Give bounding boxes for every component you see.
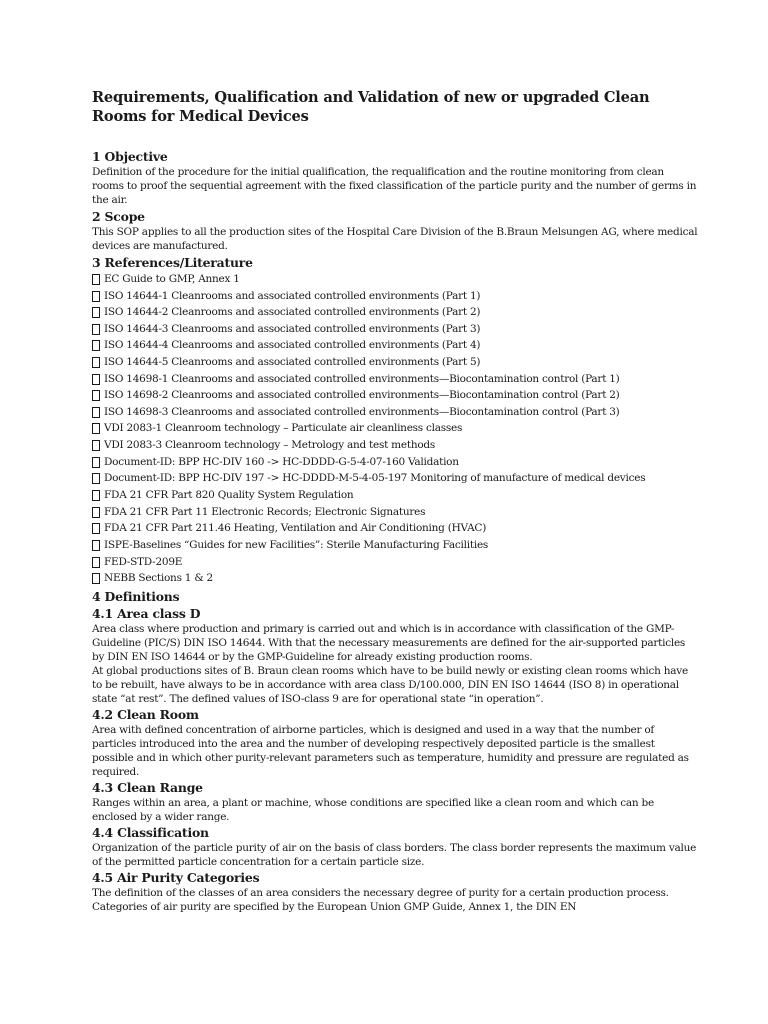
section-scope: [92, 208, 698, 253]
checkbox-glyph-icon: [92, 307, 100, 318]
paragraph: Area class where production and primary is carried out and which is in accordance with classification of the GMP-Guideline (PIC/S) DIN ISO 14644. With that the necessary measurements are defined for the air-supported particles by DIN EN ISO 14644 or by the GMP-Guideline for already existing production rooms.: [92, 622, 686, 663]
reference-item: ISO 14644-2 Cleanrooms and associated controlled environments (Part 2): [92, 304, 698, 321]
section-heading: 2 Scope: [92, 209, 145, 224]
checkbox-glyph-icon: [92, 357, 100, 368]
reference-item: FDA 21 CFR Part 820 Quality System Regulation: [92, 487, 698, 504]
section-heading: 1 Objective: [92, 149, 168, 164]
paragraph: At global productions sites of B. Braun clean rooms which have to be build newly or existing clean rooms which have to be rebuilt, have always to be in accordance with area class D/100.000, DIN EN ISO 14644 (ISO 8) in operational state “at rest”. The defined values of ISO-class 9 are for operational state “in operation”.: [92, 664, 688, 705]
reference-item: FDA 21 CFR Part 211.46 Heating, Ventilation and Air Conditioning (HVAC): [92, 520, 698, 537]
checkbox-glyph-icon: [92, 523, 100, 534]
paragraph: Definition of the procedure for the initial qualification, the requalification and the routine monitoring from clean rooms to proof the sequential agreement with the fixed classification of the particle purity and the number of germs in the air.: [92, 166, 697, 206]
reference-item: FDA 21 CFR Part 11 Electronic Records; Electronic Signatures: [92, 504, 698, 521]
reference-item: ISO 14644-1 Cleanrooms and associated controlled environments (Part 1): [92, 288, 698, 305]
checkbox-glyph-icon: [92, 440, 100, 451]
reference-item: ISO 14644-4 Cleanrooms and associated controlled environments (Part 4): [92, 337, 698, 354]
checkbox-glyph-icon: [92, 390, 100, 401]
section-definitions: [92, 588, 698, 914]
paragraph: This SOP applies to all the production sites of the Hospital Care Division of the B.Braun Melsungen AG, where medical devices are manufactured.: [92, 226, 698, 252]
section-heading: 4 Definitions: [92, 588, 180, 604]
reference-item: ISO 14644-3 Cleanrooms and associated controlled environments (Part 3): [92, 321, 698, 338]
checkbox-glyph-icon: [92, 490, 100, 501]
reference-item: ISO 14698-2 Cleanrooms and associated controlled environments—Biocontamination control (Part 2): [92, 387, 698, 404]
reference-item: VDI 2083-3 Cleanroom technology – Metrology and test methods: [92, 437, 698, 454]
checkbox-glyph-icon: [92, 374, 100, 385]
reference-list: [92, 271, 698, 587]
section-heading: 3 References/Literature: [92, 255, 253, 270]
reference-item: ISO 14644-5 Cleanrooms and associated controlled environments (Part 5): [92, 354, 698, 371]
checkbox-glyph-icon: [92, 340, 100, 351]
checkbox-glyph-icon: [92, 507, 100, 518]
reference-item: ISO 14698-1 Cleanrooms and associated controlled environments—Biocontamination control (Part 1): [92, 371, 698, 388]
section-objective: [92, 148, 698, 207]
reference-item: FED-STD-209E: [92, 554, 698, 571]
reference-item: Document-ID: BPP HC-DIV 160 -> HC-DDDD-G-5-4-07-160 Validation: [92, 454, 698, 471]
checkbox-glyph-icon: [92, 457, 100, 468]
subsection-heading: 4.5 Air Purity Categories: [92, 869, 260, 885]
checkbox-glyph-icon: [92, 540, 100, 551]
checkbox-glyph-icon: [92, 324, 100, 335]
reference-item: VDI 2083-1 Cleanroom technology – Particulate air cleanliness classes: [92, 420, 698, 437]
reference-item: Document-ID: BPP HC-DIV 197 -> HC-DDDD-M-5-4-05-197 Monitoring of manufacture of medical devices: [92, 470, 698, 487]
checkbox-glyph-icon: [92, 423, 100, 434]
reference-item: ISO 14698-3 Cleanrooms and associated controlled environments—Biocontamination control (Part 3): [92, 404, 698, 421]
paragraph: Organization of the particle purity of air on the basis of class borders. The class border represents the maximum value of the permitted particle concentration for a certain particle size.: [92, 841, 697, 868]
paragraph: Area with defined concentration of airborne particles, which is designed and used in a way that the number of particles introduced into the area and the number of developing respectively deposited particle is the smallest possible and in which other purity-relevant parameters such as temperature, humidity and pressure are regulated as required.: [92, 723, 689, 778]
reference-item: NEBB Sections 1 & 2: [92, 570, 698, 587]
reference-item: EC Guide to GMP, Annex 1: [92, 271, 698, 288]
subsection-heading: 4.2 Clean Room: [92, 706, 199, 722]
checkbox-glyph-icon: [92, 274, 100, 285]
checkbox-glyph-icon: [92, 573, 100, 584]
paragraph: Ranges within an area, a plant or machine, whose conditions are specified like a clean room and which can be enclosed by a wider range.: [92, 796, 654, 823]
document-title: Requirements, Qualification and Validation of new or upgraded Clean Rooms for Medical Devices: [92, 89, 650, 125]
subsection-heading: 4.4 Classification: [92, 824, 209, 840]
checkbox-glyph-icon: [92, 473, 100, 484]
subsection-heading: 4.1 Area class D: [92, 605, 201, 621]
section-references: [92, 254, 698, 587]
checkbox-glyph-icon: [92, 407, 100, 418]
subsection-heading: 4.3 Clean Range: [92, 779, 203, 795]
reference-item: ISPE-Baselines “Guides for new Facilities”: Sterile Manufacturing Facilities: [92, 537, 698, 554]
paragraph: The definition of the classes of an area considers the necessary degree of purity for a certain production process. Categories of air purity are specified by the European Union GMP Guide, Annex 1, the DIN EN: [92, 886, 669, 913]
checkbox-glyph-icon: [92, 557, 100, 568]
checkbox-glyph-icon: [92, 291, 100, 302]
